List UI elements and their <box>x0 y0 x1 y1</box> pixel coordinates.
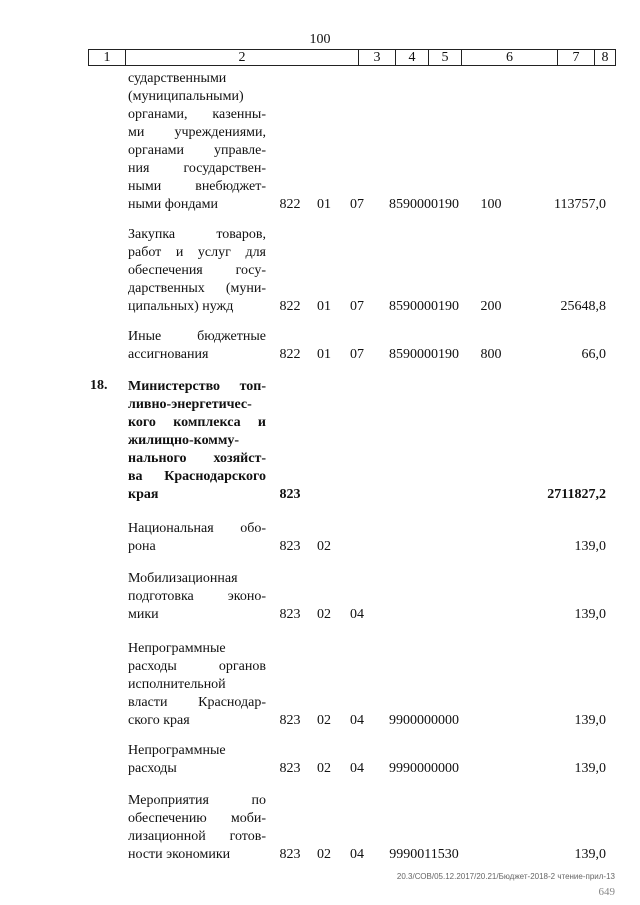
column-header-4: 4 <box>396 50 429 65</box>
row-name-line: обеспечения госу- <box>128 263 266 278</box>
row-name-line: расходы <box>128 761 177 776</box>
cell-col-5: 04 <box>350 713 364 728</box>
row-name-line: работ и услуг для <box>128 245 266 260</box>
cell-col-4: 02 <box>317 607 331 622</box>
row-name-line: Министерство топ- <box>128 379 266 394</box>
row-name-line: Иные бюджетные <box>128 329 266 344</box>
row-name-line: мики <box>128 607 159 622</box>
page-number: 100 <box>309 32 331 47</box>
row-name-line: органами управле- <box>128 143 266 158</box>
cell-col-8: 139,0 <box>574 761 606 776</box>
row-values <box>0 196 640 214</box>
row-name-line: ми учреждениями, <box>128 125 266 140</box>
cell-col-3: 822 <box>279 197 301 212</box>
cell-col-4: 02 <box>317 847 331 862</box>
cell-col-4: 01 <box>317 299 331 314</box>
column-header-1: 1 <box>89 50 126 65</box>
row-values <box>0 346 640 364</box>
column-header-8: 8 <box>601 49 609 65</box>
row-values <box>0 486 640 504</box>
row-name-line: жилищно-комму- <box>128 433 240 448</box>
row-name-line: Мобилизационная <box>128 571 238 586</box>
cell-col-7: 800 <box>480 347 502 362</box>
cell-col-8: 66,0 <box>581 347 606 362</box>
cell-col-5: 04 <box>350 847 364 862</box>
row-name-line: дарственных (муни- <box>128 281 266 296</box>
row-name-line: ва Краснодарского <box>128 469 266 484</box>
cell-col-3: 823 <box>279 607 301 622</box>
cell-col-4: 02 <box>317 539 331 554</box>
row-name-line: Закупка товаров, <box>128 227 266 242</box>
cell-col-8: 139,0 <box>574 607 606 622</box>
row-name-line: Непрограммные <box>128 743 226 758</box>
row-name-line: нального хозяйст- <box>128 451 266 466</box>
cell-col-8: 139,0 <box>574 847 606 862</box>
row-name-line: органами, казенны- <box>128 107 266 122</box>
row-number: 18. <box>90 378 108 393</box>
row-values <box>0 606 640 624</box>
cell-col-3: 823 <box>279 487 301 502</box>
cell-col-5: 04 <box>350 761 364 776</box>
column-header-2: 2 <box>126 50 359 65</box>
cell-col-5: 04 <box>350 607 364 622</box>
row-name <box>128 70 266 214</box>
row-name-line: ассигнования <box>128 347 209 362</box>
cell-col-8: 139,0 <box>574 713 606 728</box>
cell-col-5: 07 <box>350 197 364 212</box>
cell-col-6: 8590000190 <box>389 197 459 212</box>
cell-col-3: 823 <box>279 539 301 554</box>
cell-col-3: 823 <box>279 847 301 862</box>
column-header-7: 7 <box>558 50 595 65</box>
row-name-line: ского края <box>128 713 190 728</box>
cell-col-7: 200 <box>480 299 502 314</box>
cell-col-6: 9990011530 <box>389 847 459 862</box>
row-name-line: исполнительной <box>128 677 226 692</box>
cell-col-4: 01 <box>317 197 331 212</box>
row-values <box>0 712 640 730</box>
cell-col-3: 822 <box>279 299 301 314</box>
row-values <box>0 846 640 864</box>
column-header-5: 5 <box>429 50 462 65</box>
cell-col-4: 02 <box>317 713 331 728</box>
row-name-line: Мероприятия по <box>128 793 266 808</box>
row-name-line: Непрограммные <box>128 641 226 656</box>
row-name-line: лизационной готов- <box>128 829 266 844</box>
row-name-line: ципальных) нужд <box>128 299 234 314</box>
row-values <box>0 760 640 778</box>
row-values <box>0 538 640 556</box>
cell-col-4: 01 <box>317 347 331 362</box>
cell-col-3: 822 <box>279 347 301 362</box>
cell-col-6: 9990000000 <box>389 761 459 776</box>
row-name-line: ными фондами <box>128 197 219 212</box>
row-name-line: обеспечению моби- <box>128 811 266 826</box>
cell-col-6: 8590000190 <box>389 299 459 314</box>
cell-col-8: 25648,8 <box>560 299 606 314</box>
row-name-line: рона <box>128 539 156 554</box>
row-name-line: власти Краснодар- <box>128 695 266 710</box>
row-name-line: края <box>128 487 159 502</box>
cell-col-8: 113757,0 <box>554 197 606 212</box>
cell-col-4: 02 <box>317 761 331 776</box>
cell-col-5: 07 <box>350 299 364 314</box>
row-name-line: ности экономики <box>128 847 231 862</box>
row-name-line: кого комплекса и <box>128 415 266 430</box>
row-name-line: Национальная обо- <box>128 521 266 536</box>
cell-col-7: 100 <box>480 197 502 212</box>
cell-col-3: 823 <box>279 713 301 728</box>
row-name-line: (муниципальными) <box>128 89 244 104</box>
row-values <box>0 298 640 316</box>
column-header-6: 6 <box>462 50 558 65</box>
cell-col-8: 2711827,2 <box>547 487 606 502</box>
footer-file-path: 20.3/СОВ/05.12.2017/20.21/Бюджет-2018-2 чтение-прил-13 <box>396 872 615 881</box>
column-header-3: 3 <box>359 50 396 65</box>
footer-page-stamp: 649 <box>598 886 615 898</box>
row-name-line: ливно-энергетичес- <box>128 397 252 412</box>
cell-col-5: 07 <box>350 347 364 362</box>
row-name-line: подготовка эконо- <box>128 589 266 604</box>
cell-col-6: 9900000000 <box>389 713 459 728</box>
row-name-line: расходы органов <box>128 659 266 674</box>
row-name-line: ния государствен- <box>128 161 266 176</box>
row-name-line: сударственными <box>128 71 227 86</box>
cell-col-6: 8590000190 <box>389 347 459 362</box>
row-name-line: ными внебюджет- <box>128 179 266 194</box>
cell-col-8: 139,0 <box>574 539 606 554</box>
cell-col-3: 823 <box>279 761 301 776</box>
